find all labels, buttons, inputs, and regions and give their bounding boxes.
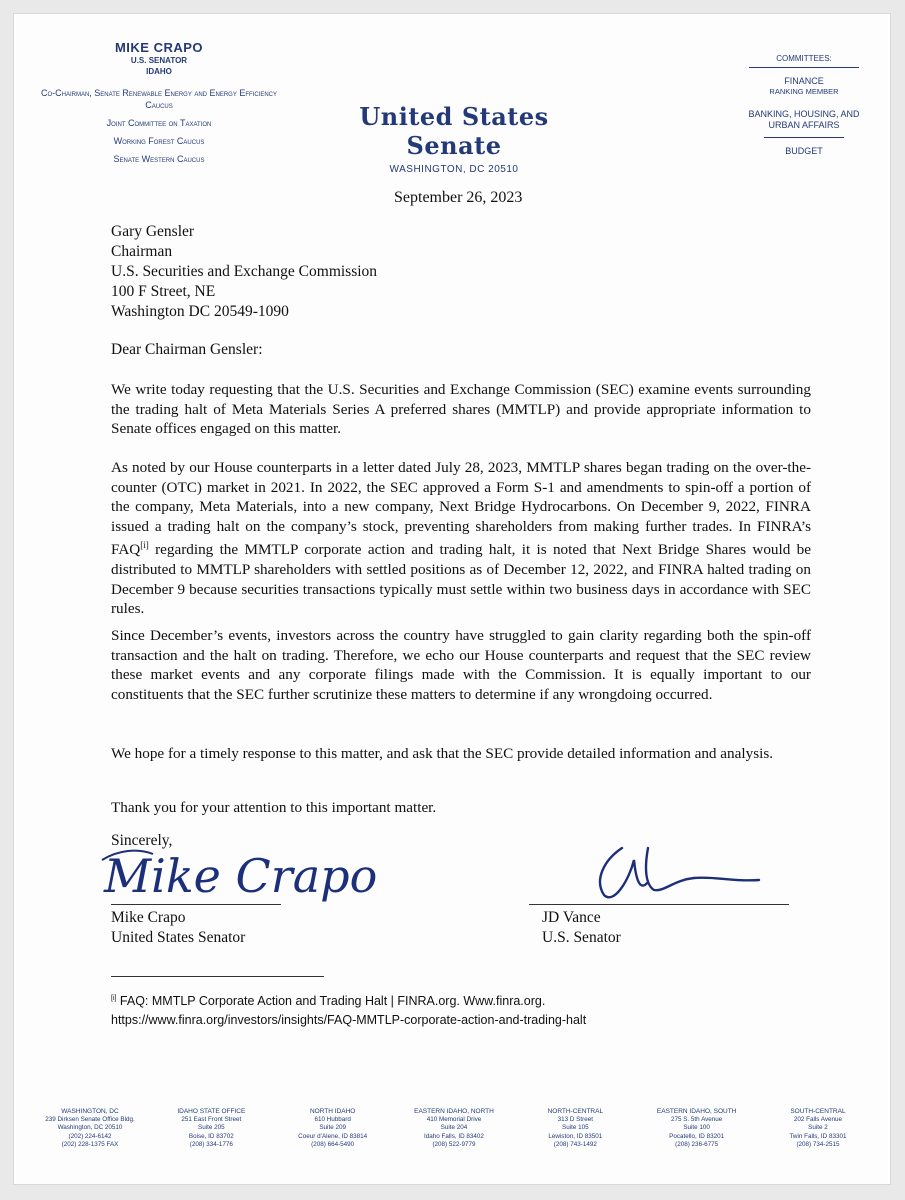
office-line: (208) 236-6775 [675, 1140, 719, 1148]
office-line: Suite 2 [808, 1124, 828, 1132]
signature-text: Mike Crapo [104, 849, 378, 903]
paragraph-text: As noted by our House counterparts in a letter dated July 28, 2023, MMTLP shares began trading on the over-the-counter (OTC) market in 2021. In 2022, the SEC approved a Form S-1 and amendments to spin-off a portion of the company, Meta Materials, into a new company, Next Bridge Hydrocarbons. On December 9, 2022, FINRA issued a trading halt on the company’s stock, preventing shareholders from making further trades. In FINRA’s FAQ [111, 459, 811, 559]
office-block [762, 1108, 874, 1149]
paragraph-text: regarding the MMTLP corporate action and trading halt, it is noted that Next Bridge Shares would be distributed to MMTLP shareholders with settled positions as of December 12, 2022, and FINRA halted trading on December 9 because securities transactions typically must settle within two business days in accordance with SEC rules. [111, 541, 811, 618]
footnote-marker: [i] [111, 995, 117, 1002]
office-addresses [34, 1108, 874, 1149]
letter-page [14, 14, 890, 1184]
signature-line [529, 904, 789, 905]
committee-name: BANKING, HOUSING, AND URBAN AFFAIRS [748, 109, 860, 130]
committees-label: COMMITTEES: [776, 54, 832, 63]
crapo-signature [98, 840, 398, 910]
office-block [155, 1108, 267, 1149]
office-title: WASHINGTON, DC [61, 1108, 119, 1115]
body-paragraph: We hope for a timely response to this matter, and ask that the SEC provide detailed information and analysis. [111, 745, 774, 762]
senate-header [314, 102, 594, 175]
caucus-item: Joint Committee on Taxation [106, 118, 212, 128]
office-line: Washington, DC 20510 [57, 1124, 123, 1132]
office-line: Pocatello, ID 83201 [669, 1132, 725, 1140]
footnote-divider [111, 976, 324, 977]
office-line: (208) 743-1492 [553, 1140, 597, 1148]
caucus-item: Working Forest Caucus [113, 136, 205, 146]
committees-divider [749, 67, 859, 68]
office-line: 251 East Front Street [181, 1116, 242, 1124]
office-line: Lewiston, ID 83501 [548, 1132, 603, 1140]
office-line: 313 D Street [557, 1116, 593, 1124]
committee-name: FINANCE [784, 76, 824, 86]
senator-name: MIKE CRAPO [114, 40, 204, 55]
office-line: Suite 205 [198, 1124, 225, 1132]
office-line: Boise, ID 83702 [188, 1132, 234, 1140]
office-line: 410 Memorial Drive [426, 1116, 482, 1124]
office-line: Coeur d’Alene, ID 83814 [298, 1132, 368, 1140]
recipient-line: U.S. Securities and Exchange Commission [111, 263, 378, 280]
committees-divider [764, 137, 844, 138]
committee-name: BUDGET [785, 146, 823, 156]
senate-title: United States Senate [359, 102, 549, 160]
office-block [398, 1108, 510, 1149]
body-paragraph: We write today requesting that the U.S. Securities and Exchange Commission (SEC) examine events surrounding the trading halt of Meta Materials Series A preferred shares (MMTLP) and provide appropriate information to Senate offices engaged on this matter. [111, 381, 811, 438]
office-block [641, 1108, 753, 1149]
office-line: (208) 734-2515 [796, 1140, 840, 1148]
office-line: Suite 105 [562, 1124, 589, 1132]
senator-state: IDAHO [146, 67, 172, 76]
office-line: 202 Falls Avenue [793, 1116, 843, 1124]
office-line: 610 Hubbard [314, 1116, 351, 1124]
signature-line [111, 904, 281, 905]
body-paragraph: Thank you for your attention to this important matter. [111, 799, 437, 816]
recipient-line: 100 F Street, NE [111, 283, 216, 300]
office-line: Idaho Falls, ID 83402 [424, 1132, 484, 1140]
committee-role: RANKING MEMBER [769, 87, 839, 96]
office-line: (208) 664-5490 [311, 1140, 355, 1148]
senate-address: WASHINGTON, DC 20510 [389, 164, 519, 175]
office-block [519, 1108, 631, 1149]
salutation: Dear Chairman Gensler: [111, 341, 263, 358]
senator-letterhead [34, 40, 284, 165]
office-line: (208) 334-1776 [189, 1140, 233, 1148]
office-title: EASTERN IDAHO, SOUTH [656, 1108, 737, 1115]
recipient-address [111, 222, 377, 322]
office-line: 275 S. 5th Avenue [670, 1116, 723, 1124]
signer-vance [542, 908, 621, 948]
senator-title: U.S. SENATOR [130, 56, 188, 65]
recipient-line: Gary Gensler [111, 223, 195, 240]
footnote-url[interactable]: https://www.finra.org/investors/insights/FAQ-MMTLP-corporate-action-and-trading-halt [111, 1013, 587, 1028]
office-title: NORTH IDAHO [309, 1108, 356, 1115]
body-paragraph: Since December’s events, investors across the country have struggled to gain clarity regarding both the spin-off transaction and the halt on trading. Therefore, we echo our House counterparts and request that the SEC review these market events and any corporate filings made with the Commission. It is equally important to our constituents that the SEC further scrutinize these matters to determine if any wrongdoing occurred. [111, 627, 811, 703]
signer-name: Mike Crapo [111, 909, 186, 926]
footnote-text: FAQ: MMTLP Corporate Action and Trading Halt | FINRA.org. Www.finra.org. [116, 994, 546, 1009]
recipient-line: Chairman [111, 243, 173, 260]
office-line: Suite 209 [319, 1124, 346, 1132]
office-block [277, 1108, 389, 1149]
office-title: NORTH-CENTRAL [547, 1108, 604, 1115]
footnote-reference[interactable]: [i] [140, 540, 149, 551]
body-paragraph [111, 458, 811, 619]
office-line: Suite 100 [683, 1124, 710, 1132]
office-line: (202) 228-1375 FAX [61, 1140, 119, 1148]
signer-title: United States Senator [111, 929, 246, 946]
signer-crapo [111, 908, 245, 948]
office-line: Suite 204 [440, 1124, 468, 1132]
caucus-item: Co-Chairman, Senate Renewable Energy and Energy Efficiency Caucus [40, 88, 278, 110]
office-line: Twin Falls, ID 83301 [789, 1132, 847, 1140]
caucus-item: Senate Western Caucus [113, 154, 205, 164]
closing: Sincerely, [111, 832, 173, 849]
office-line: (208) 522-9779 [432, 1140, 476, 1148]
office-title: EASTERN IDAHO, NORTH [414, 1108, 494, 1115]
office-line: (202) 224-6142 [68, 1132, 112, 1140]
signer-name: JD Vance [542, 909, 601, 926]
letter-date: September 26, 2023 [394, 189, 523, 206]
office-title: IDAHO STATE OFFICE [177, 1108, 246, 1115]
committees-block [734, 54, 874, 157]
vance-signature [574, 840, 774, 910]
recipient-line: Washington DC 20549-1090 [111, 303, 289, 320]
office-title: SOUTH-CENTRAL [790, 1108, 846, 1115]
office-line: 239 Dirksen Senate Office Bldg. [45, 1116, 135, 1124]
signer-title: U.S. Senator [542, 929, 621, 946]
footnote [111, 989, 586, 1030]
office-block [34, 1108, 146, 1149]
